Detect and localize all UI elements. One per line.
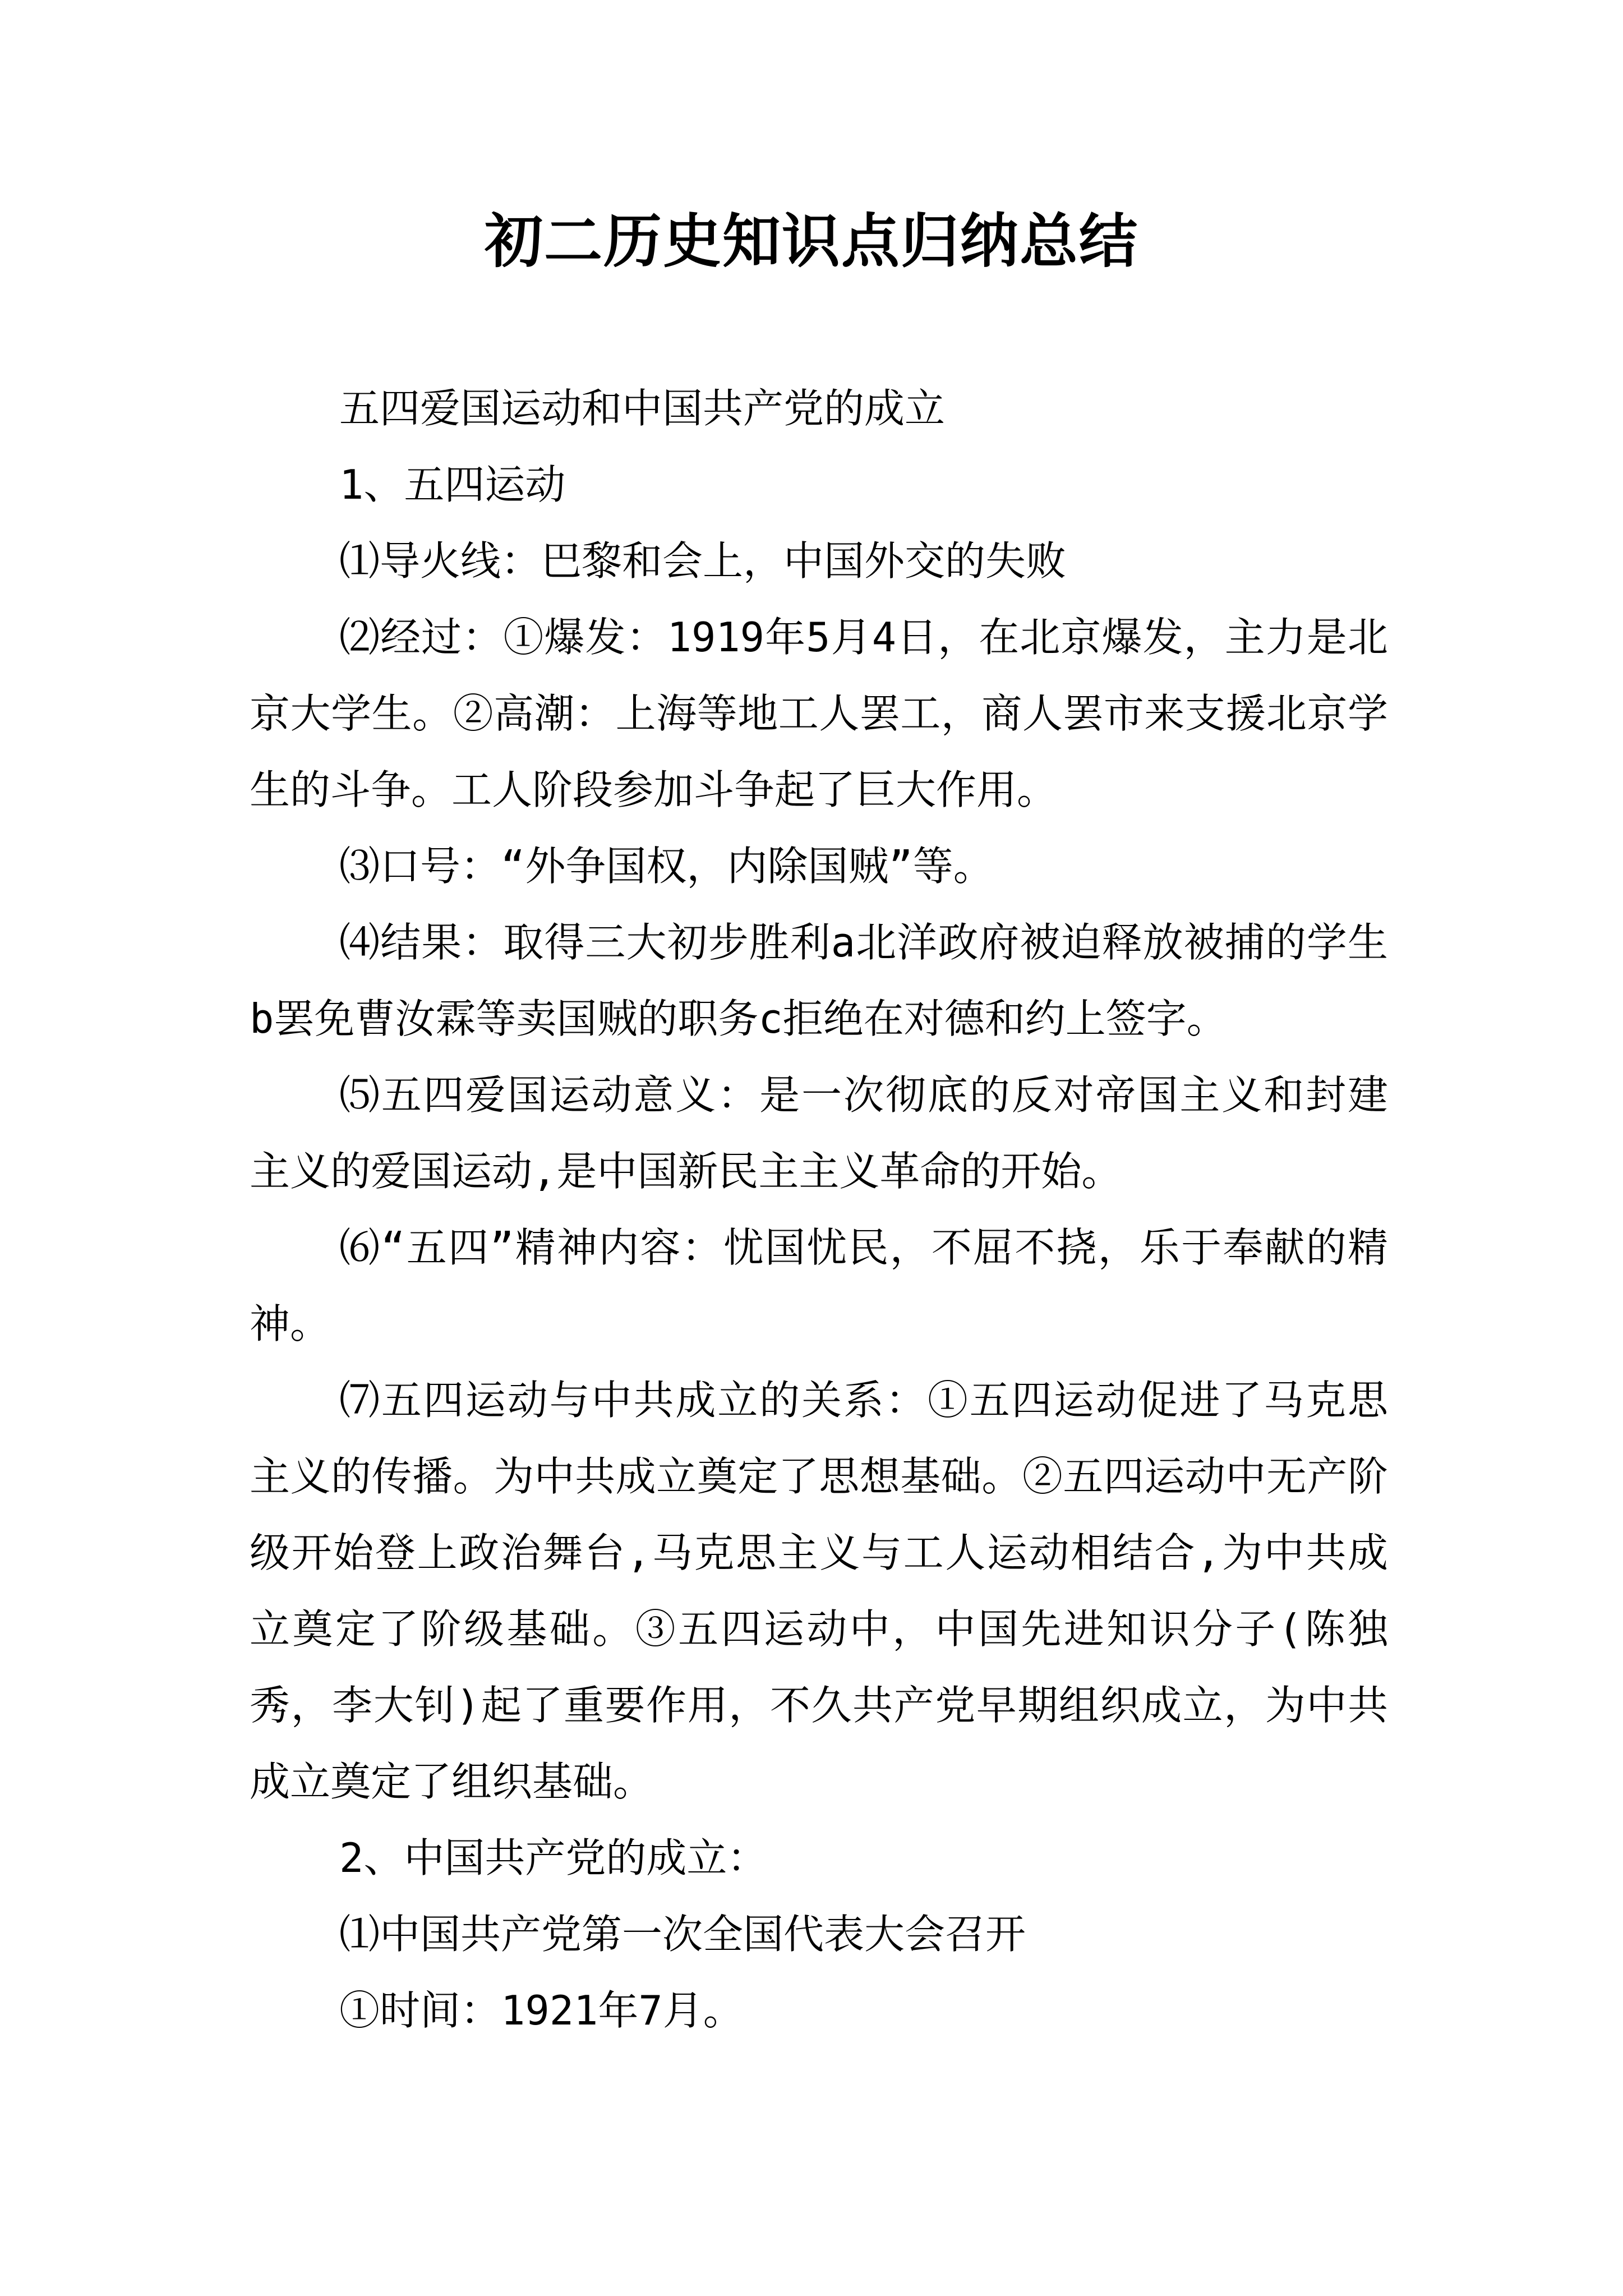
subsection-heading: 1、五四运动 <box>339 461 566 508</box>
paragraph: ⑷结果：取得三大初步胜利a北洋政府被迫释放被捕的学生b罢免曹汝霖等卖国贼的职务c拒绝在对德和约上签字。 <box>250 919 1388 1042</box>
paragraph: ⑹“五四”精神内容：忧国忧民，不屈不挠，乐于奉献的精神。 <box>250 1224 1388 1347</box>
paragraph: ⑴中国共产党第一次全国代表大会召开 <box>339 1911 1026 1958</box>
paragraph: ⑴导火线：巴黎和会上，中国外交的失败 <box>339 537 1067 585</box>
page-title: 初二历史知识点归纳总结 <box>484 206 1138 275</box>
paragraph: ①时间：1921年7月。 <box>339 1987 744 2034</box>
paragraph: ⑺五四运动与中共成立的关系：①五四运动促进了马克思主义的传播。为中共成立奠定了思想基础。②五四运动中无产阶级开始登上政治舞台,马克思主义与工人运动相结合,为中共成立奠定了阶级基础。③五四运动中，中国先进知识分子(陈独秀，李大钊)起了重要作用，不久共产党早期组织成立，为中共成立奠定了组织基础。 <box>250 1377 1388 1805</box>
document-body <box>250 370 1388 2049</box>
subsection-heading: 2、中国共产党的成立： <box>339 1834 768 1881</box>
section-heading: 五四爱国运动和中国共产党的成立 <box>339 385 946 432</box>
paragraph: ⑶口号：“外争国权，内除国贼”等。 <box>339 843 994 890</box>
paragraph: ⑵经过：①爆发：1919年5月4日，在北京爆发，主力是北京大学生。②高潮：上海等地工人罢工，商人罢市来支援北京学生的斗争。工人阶段参加斗争起了巨大作用。 <box>250 614 1388 813</box>
paragraph: ⑸五四爱国运动意义：是一次彻底的反对帝国主义和封建主义的爱国运动,是中国新民主主义革命的开始。 <box>250 1071 1388 1195</box>
